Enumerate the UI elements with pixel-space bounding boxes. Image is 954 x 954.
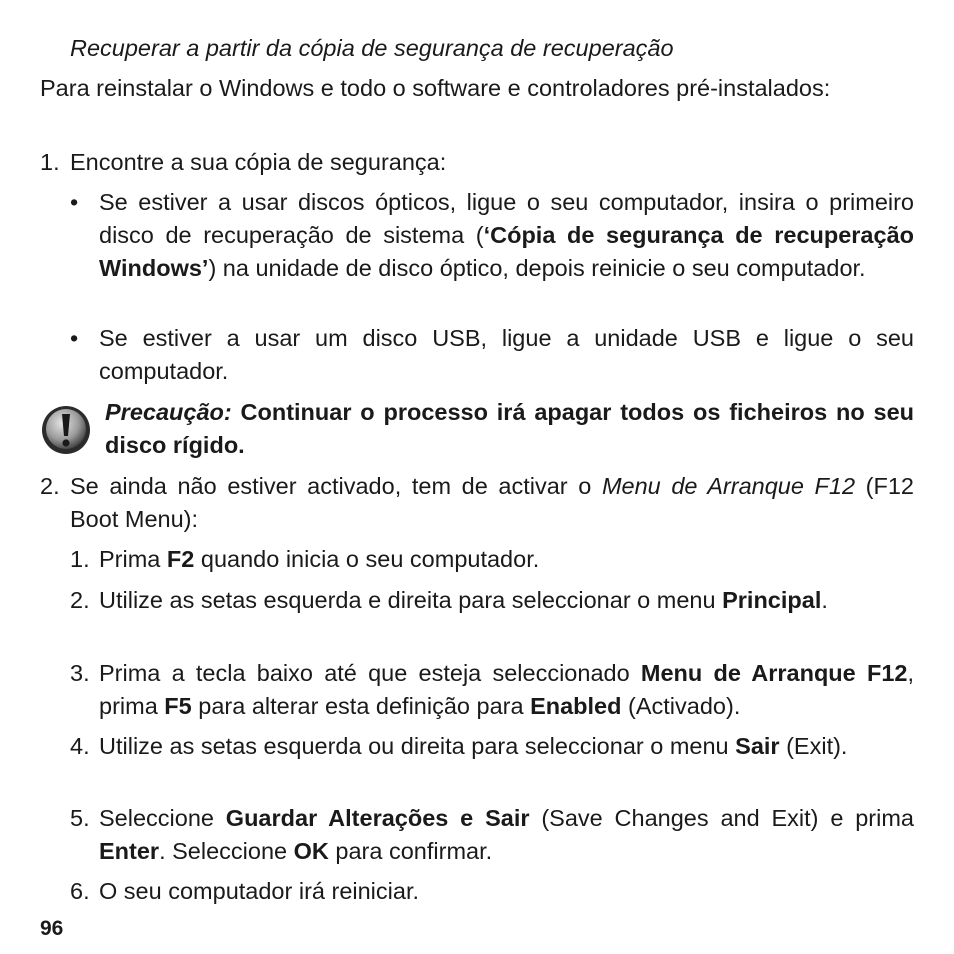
step-1-number: 1.	[40, 149, 60, 175]
substep-4: Utilize as setas esquerda ou direita para seleccionar o menu Sair (Exit).	[99, 733, 848, 759]
substep-number: 1.	[70, 546, 90, 572]
bullet-icon: •	[70, 189, 79, 215]
intro-paragraph: Para reinstalar o Windows e todo o software e controladores pré-instalados:	[40, 75, 831, 101]
substep-number: 3.	[70, 660, 90, 686]
substep-5: Seleccione Guardar Alterações e Sair (Save Changes and Exit) e prima Enter. Seleccione OK para confirmar.	[99, 805, 914, 864]
substep-6: O seu computador irá reiniciar.	[99, 878, 420, 904]
substep-number: 2.	[70, 587, 90, 613]
substep-1: Prima F2 quando inicia o seu computador.	[99, 546, 540, 572]
step-2-number: 2.	[40, 473, 60, 499]
step-1-text: Encontre a sua cópia de segurança:	[70, 149, 447, 175]
page-number: 96	[40, 917, 64, 940]
bullet-icon: •	[70, 325, 79, 351]
substep-2: Utilize as setas esquerda e direita para seleccionar o menu Principal.	[99, 587, 828, 613]
caution-label: Precaução:	[105, 399, 232, 425]
substep-number: 4.	[70, 733, 90, 759]
substep-3: Prima a tecla baixo até que esteja seleccionado Menu de Arranque F12, prima F5 para alterar esta definição para Enabled (Activado).	[99, 660, 914, 719]
step-2-text: Se ainda não estiver activado, tem de activar o Menu de Arranque F12 (F12 Boot Menu):	[70, 473, 914, 532]
substep-number: 6.	[70, 878, 90, 904]
section-heading: Recuperar a partir da cópia de segurança de recuperação	[70, 35, 674, 61]
substep-number: 5.	[70, 805, 90, 831]
exclamation-warning-icon	[40, 404, 92, 456]
bullet-usb-disk: Se estiver a usar um disco USB, ligue a unidade USB e ligue o seu computador.	[99, 325, 914, 384]
bullet-optical-discs: Se estiver a usar discos ópticos, ligue o seu computador, insira o primeiro disco de recuperação de sistema (‘Cópia de segurança de recuperação Windows’) na unidade de disco óptico, depois reinicie o seu computador.	[99, 189, 914, 281]
caution-text: Precaução: Continuar o processo irá apagar todos os ficheiros no seu disco rígido.	[105, 399, 914, 458]
